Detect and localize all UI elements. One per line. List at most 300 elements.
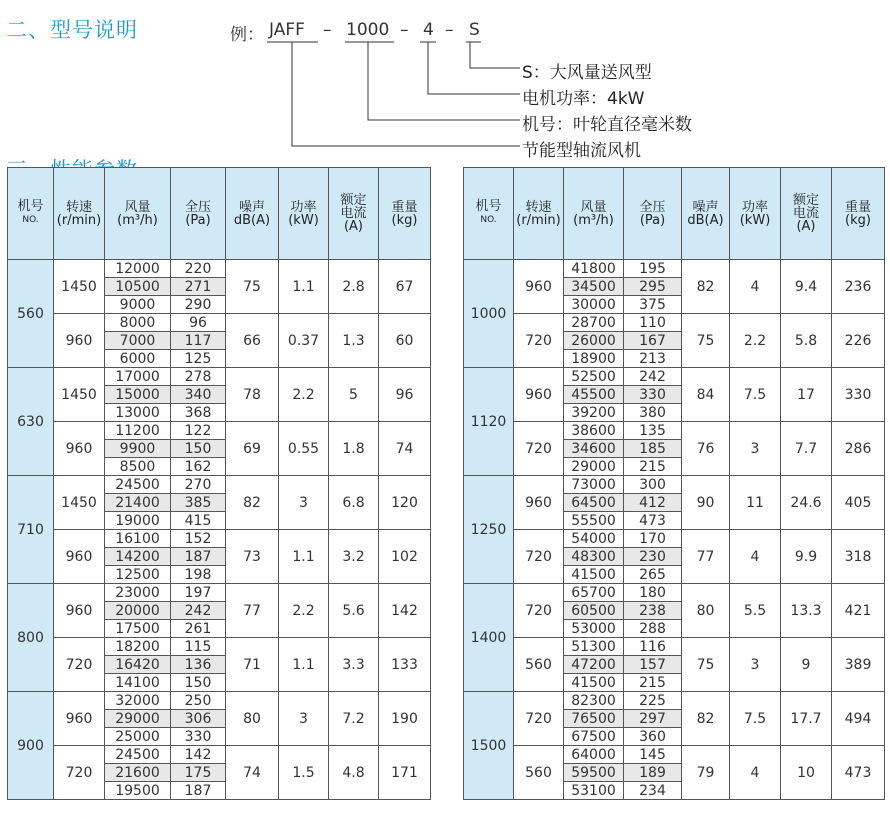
airflow-cell: 64000 <box>564 746 624 764</box>
airflow-cell: 24500 <box>105 746 171 764</box>
speed-cell: 720 <box>514 692 564 746</box>
pressure-cell: 375 <box>624 296 682 314</box>
header-noise <box>226 168 279 260</box>
pressure-cell: 415 <box>171 512 226 530</box>
airflow-cell: 14100 <box>105 674 171 692</box>
airflow-cell: 41800 <box>564 260 624 278</box>
pressure-cell: 215 <box>624 458 682 476</box>
airflow-cell: 34600 <box>564 440 624 458</box>
airflow-cell: 53000 <box>564 620 624 638</box>
header-power-line: (kW) <box>288 212 319 228</box>
weight-cell: 330 <box>832 368 885 422</box>
model-part-power: 4 <box>423 20 434 40</box>
weight-cell: 405 <box>832 476 885 530</box>
airflow-cell: 67500 <box>564 728 624 746</box>
weight-cell: 67 <box>379 260 431 314</box>
pressure-cell: 225 <box>624 692 682 710</box>
power-cell: 3 <box>730 638 781 692</box>
pressure-cell: 185 <box>624 440 682 458</box>
airflow-cell: 12000 <box>105 260 171 278</box>
noise-cell: 71 <box>226 638 279 692</box>
pressure-cell: 125 <box>171 350 226 368</box>
pressure-cell: 295 <box>624 278 682 296</box>
table-row <box>8 584 431 602</box>
weight-cell: 286 <box>832 422 885 476</box>
machine-no-cell: 630 <box>8 368 54 476</box>
power-cell: 4 <box>730 260 781 314</box>
header-machine-no <box>8 168 54 260</box>
header-pressure-line: (Pa) <box>185 212 211 228</box>
power-cell: 3 <box>279 692 329 746</box>
header-current-line: (A) <box>796 219 816 234</box>
noise-cell: 75 <box>226 260 279 314</box>
legend-type: S：大风量送风型 <box>522 63 652 83</box>
header-machine-no-line: 机号 <box>17 199 44 214</box>
weight-cell: 102 <box>379 530 431 584</box>
airflow-cell: 16100 <box>105 530 171 548</box>
pressure-cell: 234 <box>624 782 682 800</box>
section-title-model: 二、型号说明 <box>6 18 138 42</box>
noise-cell: 77 <box>682 530 730 584</box>
airflow-cell: 32000 <box>105 692 171 710</box>
airflow-cell: 30000 <box>564 296 624 314</box>
airflow-cell: 24500 <box>105 476 171 494</box>
noise-cell: 82 <box>682 260 730 314</box>
pressure-cell: 189 <box>624 764 682 782</box>
pressure-cell: 380 <box>624 404 682 422</box>
airflow-cell: 13000 <box>105 404 171 422</box>
header-machine-no-line: 机号 <box>475 199 502 214</box>
noise-cell: 66 <box>226 314 279 368</box>
current-cell: 7.2 <box>329 692 379 746</box>
header-power-line: (kW) <box>739 212 771 228</box>
table-row <box>8 746 431 764</box>
pressure-cell: 96 <box>171 314 226 332</box>
table-row <box>464 530 885 548</box>
pressure-cell: 152 <box>171 530 226 548</box>
weight-cell: 494 <box>832 692 885 746</box>
header-airflow-line: 风量 <box>124 199 151 215</box>
pressure-cell: 215 <box>624 674 682 692</box>
airflow-cell: 65700 <box>564 584 624 602</box>
header-current <box>781 168 832 260</box>
weight-cell: 421 <box>832 584 885 638</box>
pressure-cell: 157 <box>624 656 682 674</box>
table-row <box>8 368 431 386</box>
power-cell: 1.5 <box>279 746 329 800</box>
pressure-cell: 135 <box>624 422 682 440</box>
machine-no-cell: 1120 <box>464 368 514 476</box>
power-cell: 0.37 <box>279 314 329 368</box>
header-pressure-line: (Pa) <box>639 212 666 228</box>
table-row <box>464 692 885 710</box>
current-cell: 3.2 <box>329 530 379 584</box>
airflow-cell: 25000 <box>105 728 171 746</box>
pressure-cell: 265 <box>624 566 682 584</box>
airflow-cell: 16420 <box>105 656 171 674</box>
airflow-cell: 8500 <box>105 458 171 476</box>
airflow-cell: 8000 <box>105 314 171 332</box>
airflow-cell: 76500 <box>564 710 624 728</box>
legend-size: 机号：叶轮直径毫米数 <box>522 115 692 135</box>
current-cell: 9.4 <box>781 260 832 314</box>
airflow-cell: 23000 <box>105 584 171 602</box>
noise-cell: 74 <box>226 746 279 800</box>
pressure-cell: 115 <box>171 638 226 656</box>
airflow-cell: 9900 <box>105 440 171 458</box>
header-noise <box>682 168 730 260</box>
speed-cell: 960 <box>54 584 105 638</box>
table-header-row <box>8 168 431 260</box>
airflow-cell: 64500 <box>564 494 624 512</box>
header-speed <box>54 168 105 260</box>
header-pressure <box>624 168 682 260</box>
header-weight <box>832 168 885 260</box>
header-machine-no-line: NO. <box>480 215 497 225</box>
speed-cell: 560 <box>514 638 564 692</box>
current-cell: 4.8 <box>329 746 379 800</box>
table-row <box>464 476 885 494</box>
speed-cell: 560 <box>514 746 564 800</box>
weight-cell: 236 <box>832 260 885 314</box>
speed-cell: 720 <box>514 314 564 368</box>
table-row <box>464 260 885 278</box>
noise-cell: 73 <box>226 530 279 584</box>
noise-cell: 78 <box>226 368 279 422</box>
pressure-cell: 150 <box>171 440 226 458</box>
header-power-line: 功率 <box>290 199 317 215</box>
table-row <box>8 422 431 440</box>
power-cell: 7.5 <box>730 368 781 422</box>
noise-cell: 77 <box>226 584 279 638</box>
table-header-row <box>464 168 885 260</box>
pressure-cell: 170 <box>624 530 682 548</box>
pressure-cell: 220 <box>171 260 226 278</box>
pressure-cell: 142 <box>171 746 226 764</box>
airflow-cell: 28700 <box>564 314 624 332</box>
airflow-cell: 29000 <box>564 458 624 476</box>
airflow-cell: 6000 <box>105 350 171 368</box>
pressure-cell: 300 <box>624 476 682 494</box>
airflow-cell: 47200 <box>564 656 624 674</box>
header-pressure-line: 全压 <box>639 199 666 215</box>
airflow-cell: 17000 <box>105 368 171 386</box>
speed-cell: 720 <box>514 422 564 476</box>
current-cell: 13.3 <box>781 584 832 638</box>
speed-cell: 960 <box>54 314 105 368</box>
machine-no-cell: 710 <box>8 476 54 584</box>
header-current-line: 额定 <box>792 193 819 208</box>
airflow-cell: 52500 <box>564 368 624 386</box>
power-cell: 1.1 <box>279 260 329 314</box>
machine-no-cell: 1400 <box>464 584 514 692</box>
header-current-line: 电流 <box>340 206 367 221</box>
machine-no-cell: 560 <box>8 260 54 368</box>
pressure-cell: 162 <box>171 458 226 476</box>
weight-cell: 318 <box>832 530 885 584</box>
current-cell: 24.6 <box>781 476 832 530</box>
noise-cell: 79 <box>682 746 730 800</box>
current-cell: 9 <box>781 638 832 692</box>
machine-no-cell: 900 <box>8 692 54 800</box>
table-row <box>8 314 431 332</box>
power-cell: 1.1 <box>279 530 329 584</box>
pressure-cell: 271 <box>171 278 226 296</box>
speed-cell: 1450 <box>54 368 105 422</box>
header-weight-line: (kg) <box>391 212 418 228</box>
pressure-cell: 110 <box>624 314 682 332</box>
pressure-cell: 242 <box>624 368 682 386</box>
current-cell: 17 <box>781 368 832 422</box>
airflow-cell: 19000 <box>105 512 171 530</box>
pressure-cell: 116 <box>624 638 682 656</box>
performance-table-right <box>463 167 885 800</box>
weight-cell: 96 <box>379 368 431 422</box>
airflow-cell: 18900 <box>564 350 624 368</box>
current-cell: 9.9 <box>781 530 832 584</box>
weight-cell: 74 <box>379 422 431 476</box>
power-cell: 5.5 <box>730 584 781 638</box>
airflow-cell: 41500 <box>564 674 624 692</box>
header-weight-line: 重量 <box>844 199 871 215</box>
pressure-cell: 270 <box>171 476 226 494</box>
header-speed-line: (r/min) <box>516 212 561 228</box>
speed-cell: 960 <box>54 422 105 476</box>
performance-table-left <box>7 167 431 800</box>
header-noise-line: dB(A) <box>233 212 271 228</box>
power-cell: 1.1 <box>279 638 329 692</box>
noise-cell: 75 <box>682 638 730 692</box>
pressure-cell: 330 <box>624 386 682 404</box>
model-part-type: S <box>469 20 480 40</box>
airflow-cell: 15000 <box>105 386 171 404</box>
header-noise-line: 噪声 <box>692 199 719 215</box>
pressure-cell: 175 <box>171 764 226 782</box>
airflow-cell: 7000 <box>105 332 171 350</box>
speed-cell: 720 <box>514 530 564 584</box>
model-dash: – <box>400 20 409 40</box>
pressure-cell: 473 <box>624 512 682 530</box>
pressure-cell: 238 <box>624 602 682 620</box>
airflow-cell: 41500 <box>564 566 624 584</box>
pressure-cell: 198 <box>171 566 226 584</box>
noise-cell: 80 <box>226 692 279 746</box>
noise-cell: 84 <box>682 368 730 422</box>
power-cell: 4 <box>730 530 781 584</box>
table-row <box>8 530 431 548</box>
pressure-cell: 136 <box>171 656 226 674</box>
current-cell: 10 <box>781 746 832 800</box>
airflow-cell: 82300 <box>564 692 624 710</box>
pressure-cell: 187 <box>171 548 226 566</box>
pressure-cell: 242 <box>171 602 226 620</box>
current-cell: 5 <box>329 368 379 422</box>
noise-cell: 69 <box>226 422 279 476</box>
model-part-size: 1000 <box>346 20 390 40</box>
airflow-cell: 26000 <box>564 332 624 350</box>
header-current-line: 额定 <box>340 193 367 208</box>
header-power <box>279 168 329 260</box>
airflow-cell: 17500 <box>105 620 171 638</box>
airflow-cell: 18200 <box>105 638 171 656</box>
airflow-cell: 19500 <box>105 782 171 800</box>
weight-cell: 120 <box>379 476 431 530</box>
table-row <box>464 584 885 602</box>
model-part-series: JAFF <box>269 20 305 40</box>
machine-no-cell: 800 <box>8 584 54 692</box>
pressure-cell: 368 <box>171 404 226 422</box>
model-dash: – <box>445 20 454 40</box>
noise-cell: 75 <box>682 314 730 368</box>
weight-cell: 171 <box>379 746 431 800</box>
pressure-cell: 412 <box>624 494 682 512</box>
weight-cell: 133 <box>379 638 431 692</box>
noise-cell: 80 <box>682 584 730 638</box>
airflow-cell: 29000 <box>105 710 171 728</box>
weight-cell: 60 <box>379 314 431 368</box>
airflow-cell: 73000 <box>564 476 624 494</box>
pressure-cell: 297 <box>624 710 682 728</box>
speed-cell: 720 <box>54 746 105 800</box>
power-cell: 4 <box>730 746 781 800</box>
header-noise-line: 噪声 <box>238 199 265 215</box>
header-pressure <box>171 168 226 260</box>
weight-cell: 190 <box>379 692 431 746</box>
header-airflow <box>105 168 171 260</box>
airflow-cell: 14200 <box>105 548 171 566</box>
pressure-cell: 290 <box>171 296 226 314</box>
airflow-cell: 55500 <box>564 512 624 530</box>
airflow-cell: 11200 <box>105 422 171 440</box>
header-speed-line: (r/min) <box>56 212 102 228</box>
header-power-line: 功率 <box>741 199 768 215</box>
table-row <box>8 476 431 494</box>
speed-cell: 1450 <box>54 260 105 314</box>
speed-cell: 960 <box>514 260 564 314</box>
pressure-cell: 167 <box>624 332 682 350</box>
airflow-cell: 38600 <box>564 422 624 440</box>
header-airflow-line: (m³/h) <box>573 212 614 228</box>
power-cell: 3 <box>279 476 329 530</box>
pressure-cell: 195 <box>624 260 682 278</box>
pressure-cell: 360 <box>624 728 682 746</box>
pressure-cell: 230 <box>624 548 682 566</box>
pressure-cell: 213 <box>624 350 682 368</box>
speed-cell: 960 <box>514 368 564 422</box>
airflow-cell: 60500 <box>564 602 624 620</box>
legend-power: 电机功率：4kW <box>522 89 645 109</box>
table-row <box>464 638 885 656</box>
pressure-cell: 117 <box>171 332 226 350</box>
pressure-cell: 261 <box>171 620 226 638</box>
machine-no-cell: 1000 <box>464 260 514 368</box>
noise-cell: 82 <box>682 692 730 746</box>
header-machine-no-line: NO. <box>22 215 39 225</box>
power-cell: 3 <box>730 422 781 476</box>
header-power <box>730 168 781 260</box>
current-cell: 6.8 <box>329 476 379 530</box>
power-cell: 0.55 <box>279 422 329 476</box>
table-row <box>464 422 885 440</box>
header-speed-line: 转速 <box>525 199 552 215</box>
pressure-cell: 150 <box>171 674 226 692</box>
machine-no-cell: 1250 <box>464 476 514 584</box>
power-cell: 2.2 <box>730 314 781 368</box>
model-callout-lines <box>0 0 890 170</box>
pressure-cell: 145 <box>624 746 682 764</box>
pressure-cell: 187 <box>171 782 226 800</box>
pressure-cell: 306 <box>171 710 226 728</box>
power-cell: 2.2 <box>279 368 329 422</box>
airflow-cell: 59500 <box>564 764 624 782</box>
airflow-cell: 34500 <box>564 278 624 296</box>
current-cell: 5.8 <box>781 314 832 368</box>
airflow-cell: 20000 <box>105 602 171 620</box>
power-cell: 2.2 <box>279 584 329 638</box>
power-cell: 7.5 <box>730 692 781 746</box>
model-dash: – <box>323 20 332 40</box>
noise-cell: 82 <box>226 476 279 530</box>
noise-cell: 90 <box>682 476 730 530</box>
header-noise-line: dB(A) <box>687 212 724 228</box>
airflow-cell: 39200 <box>564 404 624 422</box>
power-cell: 11 <box>730 476 781 530</box>
table-row <box>8 260 431 278</box>
weight-cell: 226 <box>832 314 885 368</box>
header-airflow-line: (m³/h) <box>117 212 158 228</box>
header-speed-line: 转速 <box>65 199 92 215</box>
table-row <box>464 314 885 332</box>
legend-series: 节能型轴流风机 <box>522 141 641 161</box>
header-current-line: (A) <box>343 219 364 234</box>
pressure-cell: 180 <box>624 584 682 602</box>
header-machine-no <box>464 168 514 260</box>
pressure-cell: 340 <box>171 386 226 404</box>
speed-cell: 1450 <box>54 476 105 530</box>
noise-cell: 76 <box>682 422 730 476</box>
airflow-cell: 45500 <box>564 386 624 404</box>
machine-no-cell: 1500 <box>464 692 514 800</box>
current-cell: 17.7 <box>781 692 832 746</box>
airflow-cell: 21600 <box>105 764 171 782</box>
pressure-cell: 250 <box>171 692 226 710</box>
header-current <box>329 168 379 260</box>
table-row <box>464 746 885 764</box>
header-weight <box>379 168 431 260</box>
table-row <box>8 638 431 656</box>
header-pressure-line: 全压 <box>184 199 211 215</box>
current-cell: 7.7 <box>781 422 832 476</box>
speed-cell: 960 <box>514 476 564 530</box>
pressure-cell: 288 <box>624 620 682 638</box>
weight-cell: 389 <box>832 638 885 692</box>
speed-cell: 960 <box>54 530 105 584</box>
speed-cell: 720 <box>54 638 105 692</box>
table-row <box>464 368 885 386</box>
pressure-cell: 330 <box>171 728 226 746</box>
current-cell: 1.8 <box>329 422 379 476</box>
speed-cell: 720 <box>514 584 564 638</box>
pressure-cell: 278 <box>171 368 226 386</box>
model-prefix: 例： <box>230 25 264 45</box>
airflow-cell: 21400 <box>105 494 171 512</box>
airflow-cell: 9000 <box>105 296 171 314</box>
pressure-cell: 122 <box>171 422 226 440</box>
airflow-cell: 53100 <box>564 782 624 800</box>
pressure-cell: 197 <box>171 584 226 602</box>
header-weight-line: (kg) <box>845 212 871 228</box>
pressure-cell: 385 <box>171 494 226 512</box>
